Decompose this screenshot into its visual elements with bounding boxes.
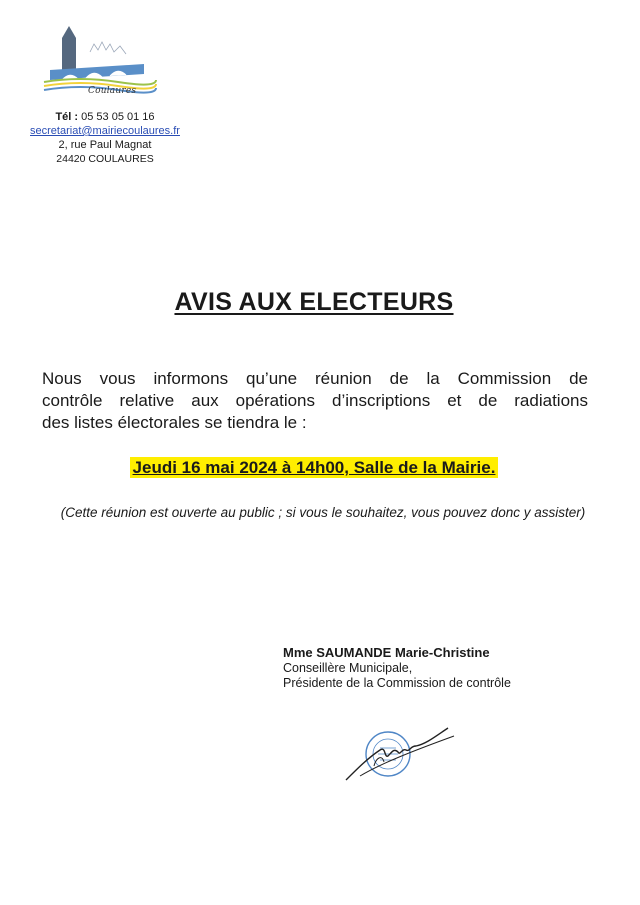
email-link[interactable]: secretariat@mairiecoulaures.fr [30, 125, 180, 137]
signatory-title: Présidente de la Commission de contrôle [283, 676, 511, 690]
signatory-name: Mme SAUMANDE Marie-Christine [283, 645, 490, 660]
signature-block [283, 645, 511, 692]
page-title: AVIS AUX ELECTEURS [174, 288, 454, 316]
notice-paragraph [42, 368, 588, 434]
signature-and-stamp [340, 718, 460, 788]
meeting-date-highlight: Jeudi 16 mai 2024 à 14h00, Salle de la Mairie. [130, 457, 499, 478]
phone-label: Tél : [55, 111, 79, 123]
paragraph-line: contrôle relative aux opérations d’inscriptions et de radiations [42, 391, 588, 410]
meeting-date-line [0, 458, 628, 478]
public-note: (Cette réunion est ouverte au public ; si vous le souhaitez, vous pouvez donc y assister) [60, 505, 586, 520]
phone-line [0, 110, 210, 125]
phone-number[interactable]: 05 53 05 01 16 [81, 111, 155, 123]
city-address: 24420 COULAURES [56, 153, 154, 165]
signatory-role: Conseillère Municipale, [283, 660, 413, 675]
paragraph-line: des listes électorales se tiendra le : [42, 413, 307, 432]
logo-caption: Coulaures [88, 86, 137, 96]
street-address: 2, rue Paul Magnat [58, 139, 152, 151]
paragraph-line: Nous vous informons qu’une réunion de la Commission de [42, 369, 588, 388]
